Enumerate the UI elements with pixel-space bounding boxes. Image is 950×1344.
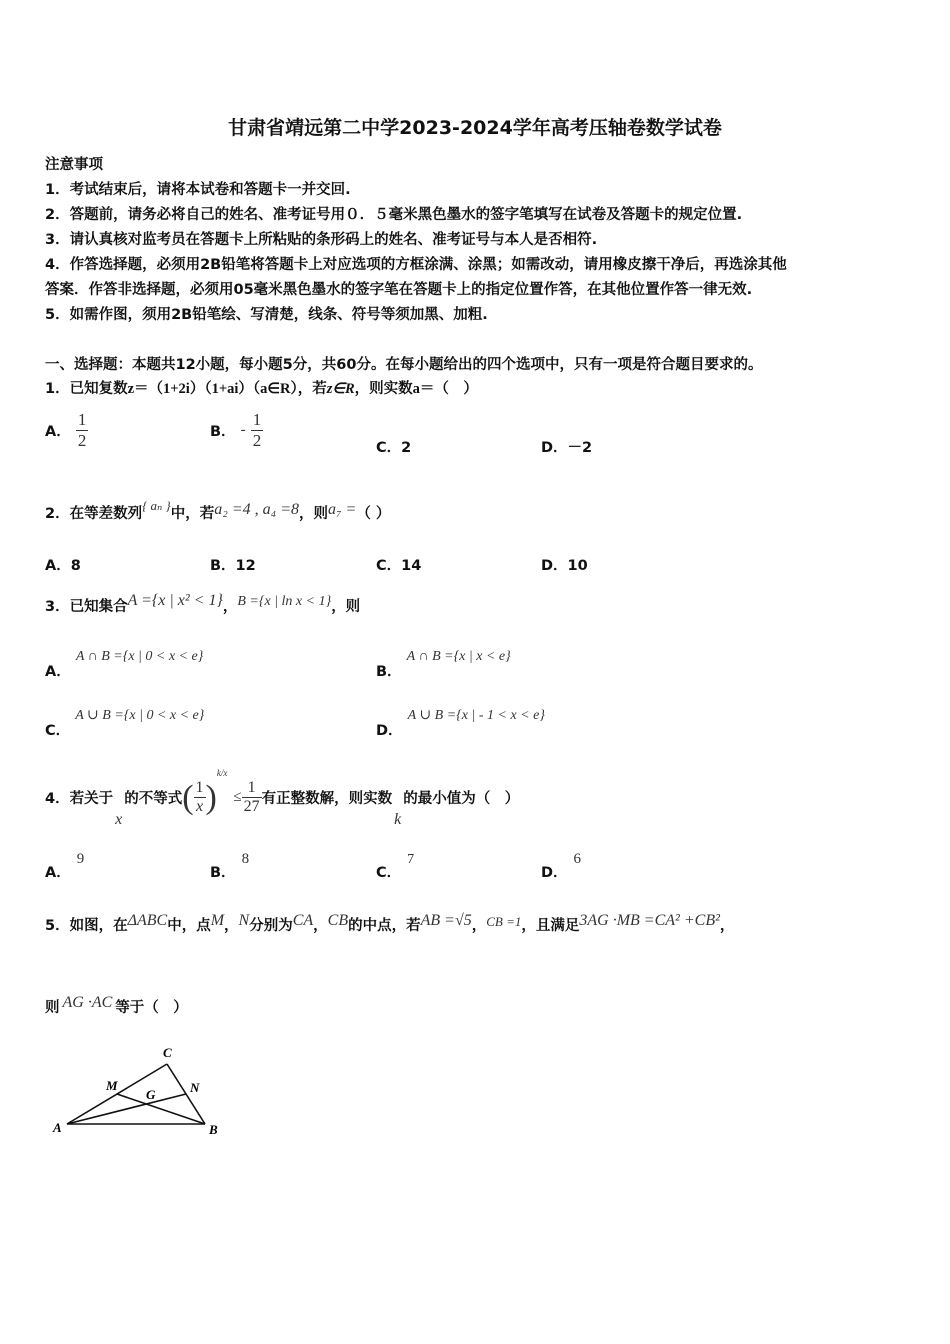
q4-mid: 的不等式 [124,791,183,807]
q2-option-c: C．14 [376,558,422,574]
q5-triangle: ΔABC [127,912,168,929]
q4-option-b [210,848,249,882]
q5-cb-value: CB =1 [486,914,522,929]
q1-option-c: C．2 [376,440,412,456]
q1-option-b-num: 1 [252,410,262,429]
q5-t4: ， [313,918,328,934]
q4-tail: 的最小值为（ ） [403,791,520,807]
q2-tail: （ ） [356,506,391,522]
q4-var-x: x [115,811,123,828]
q4-option-b-label: B． [210,865,236,881]
q2-target: a₇ = [327,501,357,518]
q1-option-b-sign: - [240,422,246,438]
q2-option-a: A．8 [45,558,81,574]
q5-t5: 的中点，若 [348,918,421,934]
q1-option-a [45,410,88,451]
q5-point-n: N [238,912,250,929]
q4-option-c [376,848,414,882]
notice-item-4: 4．作答选择题，必须用2B铅笔将答题卡上对应选项的方框涂满、涂黑；如需改动，请用橡皮擦干净后，再选涂其他 [45,257,787,273]
q3-option-c [45,704,204,740]
q5-ab-value: AB =√5 [420,912,472,929]
question-5-line2 [45,994,188,1017]
q5-line2-prefix: 则 [45,1000,60,1016]
label-a: A [53,1120,62,1135]
q5-point-m: M [210,912,225,929]
q3-option-d [376,704,545,740]
q4-rhs-fraction [242,779,262,816]
q4-option-c-value: 7 [407,852,415,867]
q4-option-c-label: C． [376,865,402,881]
notice-heading: 注意事项 [45,157,103,173]
notice-item-5: 5．如需作图，须用2B铅笔绘、写清楚，线条、符号等须加黑、加粗. [45,307,488,323]
q3-set-a: A ={x | x² < 1} [127,592,223,609]
q1-option-a-fraction [76,410,89,451]
q2-post: ，则 [298,506,328,522]
q4-rhs-num: 1 [247,779,256,796]
q3-set-b: B ={x | ln x < 1} [237,594,332,609]
notice-item-1: 1．考试结束后，请将本试卷和答题卡一并交回. [45,182,351,198]
question-3 [45,592,360,616]
q3-comma: ， [222,599,238,615]
q3-prefix: 3．已知集合 [45,599,128,615]
question-5 [45,912,734,935]
q4-option-d [541,848,581,882]
q5-prefix: 5．如图，在 [45,918,128,934]
q1-option-b-den: 2 [252,431,262,450]
q1-post: ，则实数 [354,381,413,397]
q4-base-num: 1 [195,779,204,796]
q2-option-d: D．10 [541,558,588,574]
q2-mid: 中，若 [170,506,215,522]
question-1 [45,377,478,398]
q4-option-a-label: A． [45,865,71,881]
q3-option-b-expr: A ∩ B ={x | x < e} [406,649,511,664]
q1-prefix: 1．已知复数 [45,381,128,397]
label-c: C [163,1045,172,1060]
q4-option-d-value: 6 [573,851,582,867]
q4-option-a [45,848,84,882]
q1-option-b-label: B． [210,424,236,440]
q3-option-a-label: A． [45,664,71,680]
notice-item-4-cont: 答案．作答非选择题，必须用05毫米黑色墨水的签字笔在答题卡上的指定位置作答，在其他位置作答一律无效. [45,282,753,298]
q1-option-a-den: 2 [77,431,87,450]
q1-option-d: D．－2 [541,440,593,456]
q3-option-c-expr: A ∪ B ={x | 0 < x < e} [75,708,205,723]
q5-seg-ca: CA [292,912,314,929]
q3-option-b-label: B． [376,664,402,680]
q1-condition: z∈R [326,381,355,397]
q3-option-c-label: C． [45,723,71,739]
q5-t6: ， [471,918,487,934]
q5-t3: 分别为 [249,918,293,934]
q1-expression: z＝（1+2i）（1+ai）（a∈R） [127,381,298,397]
q4-base-fraction [194,779,206,816]
q4-left-paren: ( [182,778,194,816]
q4-var-k: k [394,811,402,828]
q4-option-d-label: D． [541,865,568,881]
q1-option-a-num: 1 [77,410,87,429]
q3-option-a [45,645,203,681]
q3-option-d-label: D． [376,723,403,739]
q5-seg-cb: CB [327,912,349,929]
q3-option-a-expr: A ∩ B ={x | 0 < x < e} [75,649,204,664]
q4-leq: ≤ [233,789,242,805]
segment-mb [117,1094,205,1124]
label-b: B [209,1122,218,1137]
q4-base-den: x [194,797,206,816]
q3-post: ，则 [331,599,361,615]
q2-condition: a₂ =4 , a₄ =8 [214,501,299,518]
label-m: M [106,1078,118,1093]
section-heading: 一、选择题：本题共12小题，每小题5分，共60分。在每小题给出的四个选项中，只有一项是符合题目要求的。 [45,357,763,373]
q3-option-b [376,645,511,681]
question-2 [45,498,390,523]
q5-t1: 中，点 [167,918,211,934]
q4-option-a-value: 9 [76,851,85,867]
page-title: 甘肃省靖远第二中学2023-2024学年高考压轴卷数学试卷 [228,117,722,139]
q2-option-b: B．12 [210,558,256,574]
notice-item-3: 3．请认真核对监考员在答题卡上所粘贴的条形码上的姓名、准考证号与本人是否相符. [45,232,598,248]
q4-rhs-den: 27 [243,798,260,815]
q1-var: a＝（ ） [412,381,478,397]
q4-right-paren: ) [205,778,217,816]
q4-option-b-value: 8 [241,851,250,867]
q1-option-a-label: A． [45,424,71,440]
q1-option-b [210,410,263,451]
notice-item-2: 2．答题前，请务必将自己的姓名、准考证号用０．５毫米黑色墨水的签字笔填写在试卷及答题卡的规定位置. [45,207,743,223]
q5-dot-product: AG ·AC [62,994,113,1011]
q5-t8: ， [719,918,735,934]
q1-option-b-fraction [251,410,264,451]
q4-prefix: 4．若关于 [45,791,114,807]
q3-option-d-expr: A ∪ B ={x | - 1 < x < e} [407,708,545,723]
q5-t7: ，且满足 [521,918,580,934]
triangle-figure [45,1040,235,1145]
label-g: G [146,1087,156,1102]
q2-prefix: 2．在等差数列 [45,506,143,522]
q5-t2: ， [224,918,239,934]
q1-mid: ，若 [297,381,327,397]
q4-exponent: k/x [216,768,228,778]
segment-an [67,1094,186,1124]
q5-equation: 3AG ·MB =CA² +CB² [579,912,720,929]
label-n: N [190,1080,200,1095]
question-4 [45,768,519,829]
q5-line2-suffix: 等于（ ） [115,1000,188,1016]
q2-sequence: { aₙ } [142,498,171,513]
q4-post: 有正整数解，则实数 [261,791,393,807]
